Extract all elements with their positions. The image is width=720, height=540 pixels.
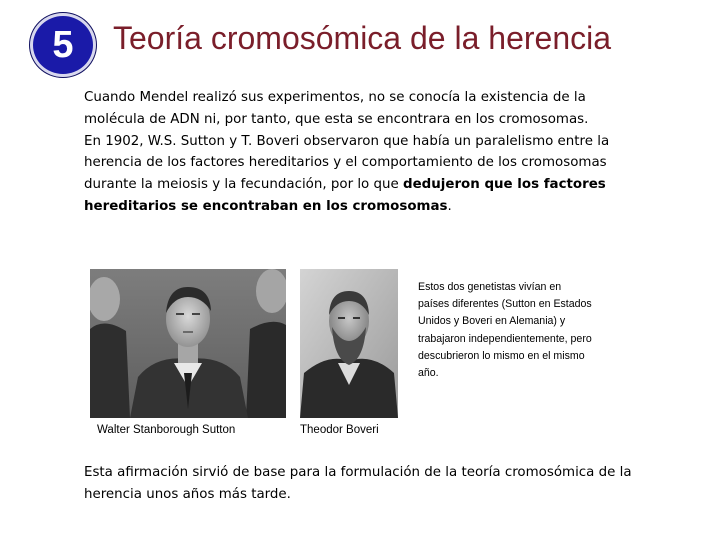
intro-paragraph-1: Cuando Mendel realizó sus experimentos, no se conocía la existencia de la molécula de ADN ni, por tanto, que esta se encontrara en los cromosomas. xyxy=(84,90,589,127)
page-title: Teoría cromosómica de la herencia xyxy=(113,20,612,56)
intro-paragraph-2-start: En 1902, W.S. Sutton y T. Boveri observaron que había un paralelismo entre la herencia de los factores hereditarios y el comportamiento de los cromosomas durante la meiosis y la fecundación, por lo que xyxy=(84,133,610,193)
intro-paragraph-2-end: . xyxy=(447,198,452,214)
sutton-caption: Walter Stanborough Sutton xyxy=(97,424,236,436)
intro-paragraph-2 xyxy=(84,131,644,218)
slide-number-badge xyxy=(30,13,96,77)
intro-text xyxy=(84,87,644,218)
sutton-photo-image xyxy=(90,269,286,418)
intro-paragraph-2-bold: dedujeron que los factores hereditarios se encontraban en los cromosomas xyxy=(84,177,606,214)
slide-number: 5 xyxy=(52,24,74,66)
boveri-caption: Theodor Boveri xyxy=(300,424,379,436)
boveri-photo xyxy=(300,269,398,418)
sutton-photo xyxy=(90,269,286,418)
boveri-photo-image xyxy=(300,269,398,418)
side-note: Estos dos genetistas vivían en países diferentes (Sutton en Estados Unidos y Boveri en Alemania) y trabajaron independientemente, pero descubrieron lo mismo en el mismo año. xyxy=(418,281,592,380)
conclusion-text: Esta afirmación sirvió de base para la formulación de la teoría cromosómica de la herencia unos años más tarde. xyxy=(84,465,632,502)
